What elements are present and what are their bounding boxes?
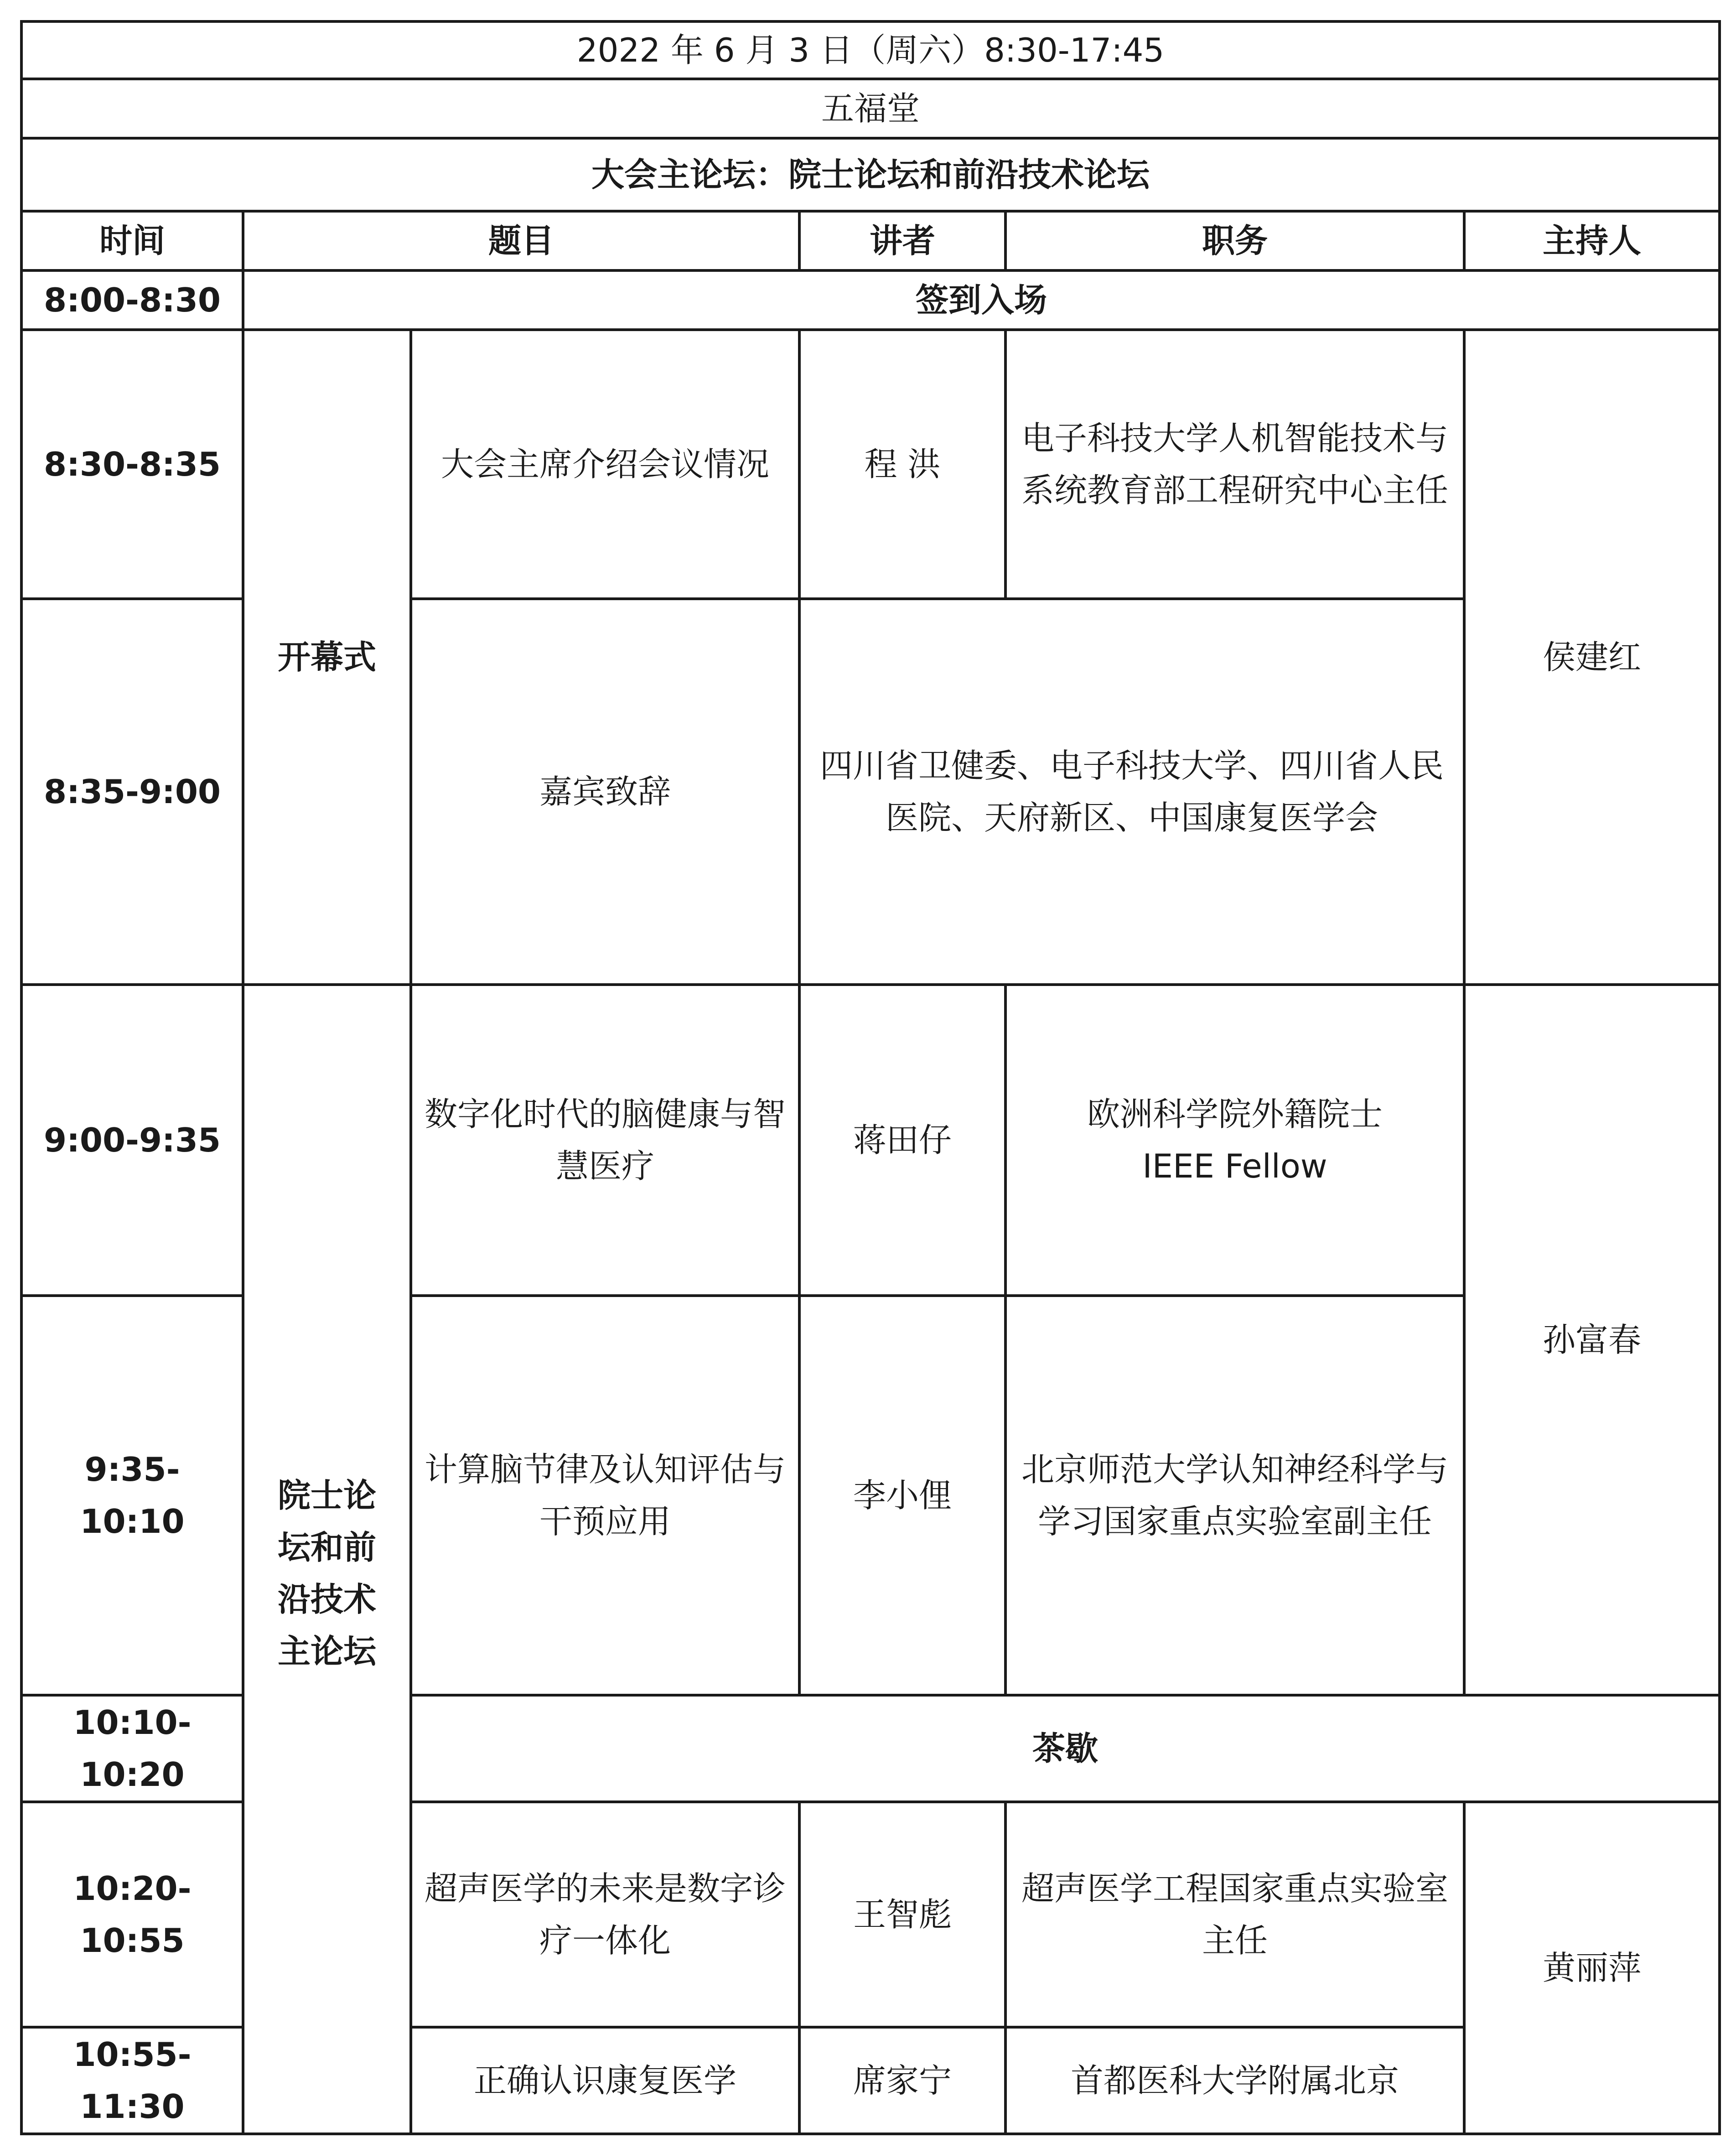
topic-cell: 计算脑节律及认知评估与干预应用 bbox=[411, 1296, 799, 1695]
position-cell: 首都医科大学附属北京 bbox=[1005, 2027, 1464, 2134]
position-cell: 北京师范大学认知神经科学与学习国家重点实验室副主任 bbox=[1005, 1296, 1464, 1695]
speaker-cell: 席家宁 bbox=[799, 2027, 1005, 2134]
time-cell: 10:55-11:30 bbox=[21, 2027, 243, 2134]
topic-cell: 嘉宾致辞 bbox=[411, 599, 799, 985]
speaker-cell: 李小俚 bbox=[799, 1296, 1005, 1695]
speaker-cell: 蒋田仔 bbox=[799, 985, 1005, 1296]
position-cell bbox=[1005, 985, 1464, 1296]
host-cell: 侯建红 bbox=[1464, 330, 1720, 985]
position-cell: 四川省卫健委、电子科技大学、四川省人民医院、天府新区、中国康复医学会 bbox=[799, 599, 1464, 985]
session-forum bbox=[243, 985, 411, 2134]
column-header-speaker: 讲者 bbox=[799, 211, 1005, 270]
position-cell: 超声医学工程国家重点实验室主任 bbox=[1005, 1802, 1464, 2027]
position-cell: 电子科技大学人机智能技术与系统教育部工程研究中心主任 bbox=[1005, 330, 1464, 599]
schedule-table bbox=[20, 20, 1721, 2135]
time-cell: 10:20-10:55 bbox=[21, 1802, 243, 2027]
column-header-time: 时间 bbox=[21, 211, 243, 270]
venue-header: 五福堂 bbox=[21, 79, 1720, 138]
date-header: 2022 年 6 月 3 日（周六）8:30-17:45 bbox=[21, 21, 1720, 79]
column-header-topic: 题目 bbox=[243, 211, 799, 270]
topic-cell: 超声医学的未来是数字诊疗一体化 bbox=[411, 1802, 799, 2027]
column-header-host: 主持人 bbox=[1464, 211, 1720, 270]
topic-cell: 正确认识康复医学 bbox=[411, 2027, 799, 2134]
column-header-position: 职务 bbox=[1005, 211, 1464, 270]
host-cell: 黄丽萍 bbox=[1464, 1802, 1720, 2134]
topic-cell: 数字化时代的脑健康与智慧医疗 bbox=[411, 985, 799, 1296]
session-forum-label: 院士论坛和前沿技术主论坛 bbox=[277, 1476, 376, 1671]
speaker-cell: 程 洪 bbox=[799, 330, 1005, 599]
time-cell: 9:35-10:10 bbox=[21, 1296, 243, 1695]
checkin-label: 签到入场 bbox=[243, 270, 1720, 330]
forum-title: 大会主论坛：院士论坛和前沿技术论坛 bbox=[21, 138, 1720, 211]
time-cell: 8:00-8:30 bbox=[21, 270, 243, 330]
topic-cell: 大会主席介绍会议情况 bbox=[411, 330, 799, 599]
time-cell: 8:30-8:35 bbox=[21, 330, 243, 599]
position-line: IEEE Fellow bbox=[1142, 1147, 1327, 1185]
time-cell: 9:00-9:35 bbox=[21, 985, 243, 1296]
time-cell: 10:10-10:20 bbox=[21, 1695, 243, 1802]
host-cell: 孙富春 bbox=[1464, 985, 1720, 1695]
time-cell: 8:35-9:00 bbox=[21, 599, 243, 985]
session-opening: 开幕式 bbox=[243, 330, 411, 985]
speaker-cell: 王智彪 bbox=[799, 1802, 1005, 2027]
tea-break-label: 茶歇 bbox=[411, 1695, 1720, 1802]
position-line: 欧洲科学院外籍院士 bbox=[1087, 1095, 1383, 1133]
